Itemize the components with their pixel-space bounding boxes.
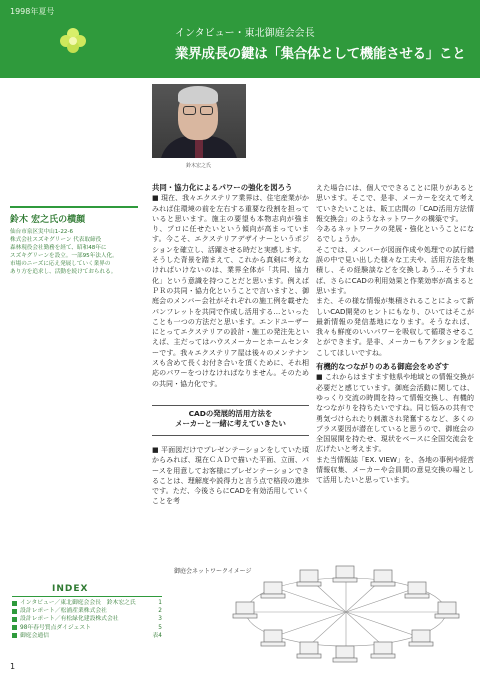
square-bullet-icon [12,601,17,606]
computer-icon [333,566,357,582]
index-item[interactable]: 御庭会通信 表4 [12,632,162,640]
profile-name: 鈴木 宏之氏の横顔 [10,215,86,225]
interview-label: インタビュー・東北御庭会会長 [175,28,315,39]
index-title: INDEX [52,584,89,594]
computer-icon [333,646,357,662]
profile-column [0,78,148,598]
square-bullet-icon [12,617,17,622]
article-paragraph: ■ これからはますます他県や地域との情報交換が必要だと感じています。御庭会活動に関しては、ゆっくり交流の時間を持って情報交換し、有機的なつながりを持ちたいですね。同じ悩みの共有で勇気づけられたり刺激され発奮するなど、多くのプラス要因が潜在していると思うので、御庭会の全国展開を持たせ、現状をベースに全国交流会を広げたいと考えます。 [316,373,474,454]
flower-logo-icon [58,26,88,56]
index-box [12,584,162,640]
computer-icon [233,602,257,618]
square-bullet-icon [12,609,17,614]
article-paragraph: そうした背景を踏まえて、これから真剣に考えなければいけないのは、業界全体が「共同、協力化」という意識を持つことだと思います。例えばＰＲの共同・協力化ということで言いますと、御庭会のメンバー会社がそれぞれの施工例を載せたパンフレットを共同で作成し活用する…といったことも一つの方法だと思います。エンドユーザーにとってエクステリアの設計・施工の発注先といえば、主だってはハウスメーカーとホームセンターです。我々エクステリア屋は後々のメンテナンスも含めて長くお付き合いを頂くために、それ相応のパワーをつけなければなりません。そのための共同・協力化です。 [152,256,309,388]
computer-icon [435,602,459,618]
computer-icon [405,582,429,598]
subheading-2: CADの発展的活用方法を メーカーと一緒に考えていきたい [152,399,309,439]
portrait-photo [152,84,246,158]
article-paragraph: また、その様な情報が集積されることによって新しいCAD開発のヒントにもなり、ひいてはそこが最新情報の発信基地になります。そうなれば、我々も鮮度のいいパワーを吸収して循環させることができます。是非、メーカーもアクションを起こしてほしいですね。 [316,297,474,357]
network-diagram [216,560,474,668]
computer-icon [261,582,285,598]
article-paragraph: そこでは、メンバーが図面作成や処理での試行錯誤の中で見い出した様々な工夫や、活用方法を集積し、その経験談などを交換しあう…そうすれば、さらにCADの利用効果と作業効率が高まると思います。 [316,245,474,295]
computer-icon [297,570,321,586]
issue-label: 1998年夏号 [10,7,55,16]
computer-icon [297,642,321,658]
profile-line: 市場のニーズに応え発展していく業界の [10,261,111,267]
square-bullet-icon [12,633,17,638]
profile-line: 森林現役会社勤務を経て、昭和48年に [10,245,107,251]
header-band [0,0,480,78]
article-column-1 [152,183,309,507]
profile-text [10,228,138,276]
square-bullet-icon [12,625,17,630]
article-paragraph: ■ 現在、我々エクステリア業界は、住宅産業がかみれば住環境の前を左右する重要な役割を担っていると思います。施主の要望も本物志向が強まり、プロに任せたいという傾向が高まっています。今こそ、エクステリアデザイナーというポジションを確立し、活躍させる時だと実感します。 [152,194,309,254]
profile-line: 仙台市泉区実中山1-22-6 [10,229,74,235]
computer-icon [409,630,433,646]
profile-line: あり方を追求し、活動を続けておられる。 [10,269,117,275]
headline: 業界成長の鍵は「集合体として機能させる」こと [175,46,466,62]
page-number: 1 [10,662,16,671]
subheading-3: 有機的なつながりのある御庭会をめざす [316,362,450,372]
profile-divider [10,206,138,208]
computer-icon [371,570,395,586]
computer-icon [371,642,395,658]
photo-caption: 鈴木宏之氏 [186,163,212,169]
subheading-1: 共同・協力化によるパワーの強化を図ろう [152,183,293,192]
index-item[interactable]: 設計レポート／有松緑化建設株式会社 3 [12,615,162,623]
article-paragraph: また当情報誌「EX. VIEW」を、各地の事例や経営情報収集、メーカーや会員間の意見交換の場として活用したいと思っています。 [316,455,474,485]
profile-line: 株式会社スズキグリーン 代表取締役 [10,237,102,243]
article-paragraph: 今あるネットワークの発展・強化ということになるでしょうか。 [316,225,474,244]
article-paragraph: えた場合には、個人でできることに限りがあると思います。そこで、是非、メーカーを交えて考えていきたいことは、販工店間の「CAD活用方法情報交換会」のようなネットワークの構築です。 [316,184,474,223]
index-item[interactable]: インタビュー／東北御庭会会長 鈴木宏之氏 1 [12,599,162,607]
index-item[interactable]: 設計レポート／松浦産業株式会社 2 [12,607,162,615]
index-item[interactable]: 98年春号質点ダイジェスト 5 [12,624,162,632]
article-column-2 [316,183,474,486]
network-caption: 御庭会ネットワークイメージ [174,568,252,575]
profile-line: スズキグリーンを設立。一部95年法人化。 [10,253,118,259]
computer-icon [261,630,285,646]
article-paragraph: ■ 平面図だけでプレゼンテーションをしていた頃からみれば、現在ＣＡＤで描いた平面、立面、パースを用意してお客様にプレゼンテーションできることは、理解度や説得力と言う点で格段の進歩です。ただ、今後さらにCADを有効活用していくことを考 [152,445,309,506]
